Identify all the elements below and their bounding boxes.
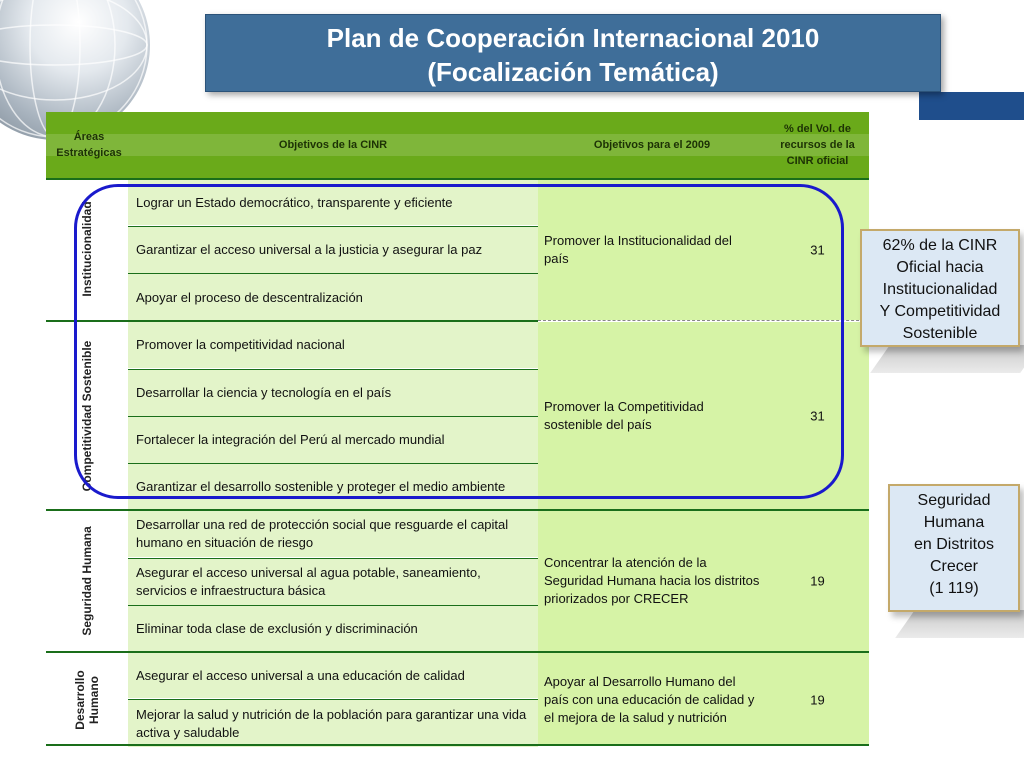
objetivo-2009-cell: [538, 653, 766, 746]
objetivo-text: Promover la competitividad nacional: [136, 337, 345, 352]
header-objetivos-cinr: Objetivos de la CINR: [278, 139, 388, 151]
objetivo-2009-cell: [538, 511, 766, 651]
decorative-bar: [919, 92, 1024, 120]
highlight-oval: [74, 184, 844, 499]
table-header: [46, 112, 869, 178]
pct-cell: [766, 511, 869, 651]
note-line: Oficial hacia: [896, 259, 984, 276]
objetivo-2009-text: Promover la Competitividad sostenible del país: [544, 398, 704, 432]
objetivo-text: Mejorar la salud y nutrición de la población para garantizar una vida activa y saludable: [136, 706, 527, 740]
objetivo-text: Desarrollar una red de protección social que resguarde el capital humano en situación de riesgo: [136, 517, 509, 550]
table-row: [128, 605, 538, 652]
header-objetivos-2009: Objetivos para el 2009: [593, 139, 711, 151]
table-row: [128, 558, 538, 605]
pct-value: 19: [810, 692, 825, 707]
table-row: [128, 699, 538, 747]
note-line: 62% de la CINR: [882, 237, 998, 254]
row-separator: [46, 178, 869, 180]
note-shadow: [870, 345, 1024, 373]
header-areas: Áreas Estratégicas: [56, 131, 122, 159]
pct-value: 31: [810, 408, 825, 423]
area-label: Seguridad Humana: [80, 526, 94, 636]
area-label: Competitividad Sostenible: [80, 340, 94, 491]
area-cell: [46, 511, 128, 651]
objetivo-text: Desarrollar la ciencia y tecnología en el país: [136, 385, 392, 400]
note-line: (1 119): [929, 580, 979, 597]
area-label: Institucionalidad: [80, 201, 94, 297]
title-line-2: (Focalización Temática): [427, 57, 719, 87]
table-row: [128, 511, 538, 557]
note-line: Institucionalidad: [882, 281, 998, 298]
row-separator: [46, 651, 869, 653]
area-cell: [46, 653, 128, 746]
pct-value: 31: [810, 242, 825, 258]
note-line: Humana: [923, 514, 985, 531]
objetivo-2009-text: Apoyar al Desarrollo Humano del país con una educación de calidad y el mejora de la salud y nutrición: [544, 673, 755, 725]
note-line: Y Competitividad: [879, 303, 1001, 320]
pct-cell: [766, 653, 869, 746]
row-separator: [46, 509, 869, 511]
objetivo-text: Fortalecer la integración del Perú al mercado mundial: [136, 432, 445, 447]
objetivo-text: Garantizar el acceso universal a la justicia y asegurar la paz: [136, 242, 483, 257]
note-seguridad-humana: [888, 484, 1020, 612]
objetivo-text: Lograr un Estado democrático, transparente y eficiente: [136, 194, 453, 210]
title-line-1: Plan de Cooperación Internacional 2010: [326, 23, 820, 53]
area-label: Desarrollo Humano: [73, 669, 101, 730]
objetivo-text: Asegurar el acceso universal al agua potable, saneamiento, servicios e infraestructura básica: [136, 565, 481, 598]
note-institucionalidad: [860, 229, 1020, 347]
row-separator: [46, 744, 869, 746]
header-pct: % del Vol. de recursos de la CINR oficial: [780, 123, 855, 167]
note-line: Crecer: [929, 558, 978, 575]
note-line: Sostenible: [902, 325, 978, 342]
objetivo-2009-text: Concentrar la atención de la Seguridad Humana hacia los distritos priorizados por CRECER: [544, 555, 760, 606]
objetivo-text: Apoyar el proceso de descentralización: [136, 289, 363, 305]
note-shadow: [895, 610, 1024, 638]
pct-value: 19: [810, 573, 825, 589]
note-line: Seguridad: [917, 492, 991, 509]
objetivo-2009-text: Promover la Institucionalidad del país: [544, 233, 732, 266]
title-banner: [205, 14, 941, 92]
objetivo-text: Garantizar el desarrollo sostenible y proteger el medio ambiente: [136, 479, 506, 494]
table-row: [128, 653, 538, 698]
objetivo-text: Eliminar toda clase de exclusión y discriminación: [136, 621, 418, 636]
note-line: en Distritos: [913, 536, 995, 553]
objetivo-text: Asegurar el acceso universal a una educación de calidad: [136, 667, 465, 683]
